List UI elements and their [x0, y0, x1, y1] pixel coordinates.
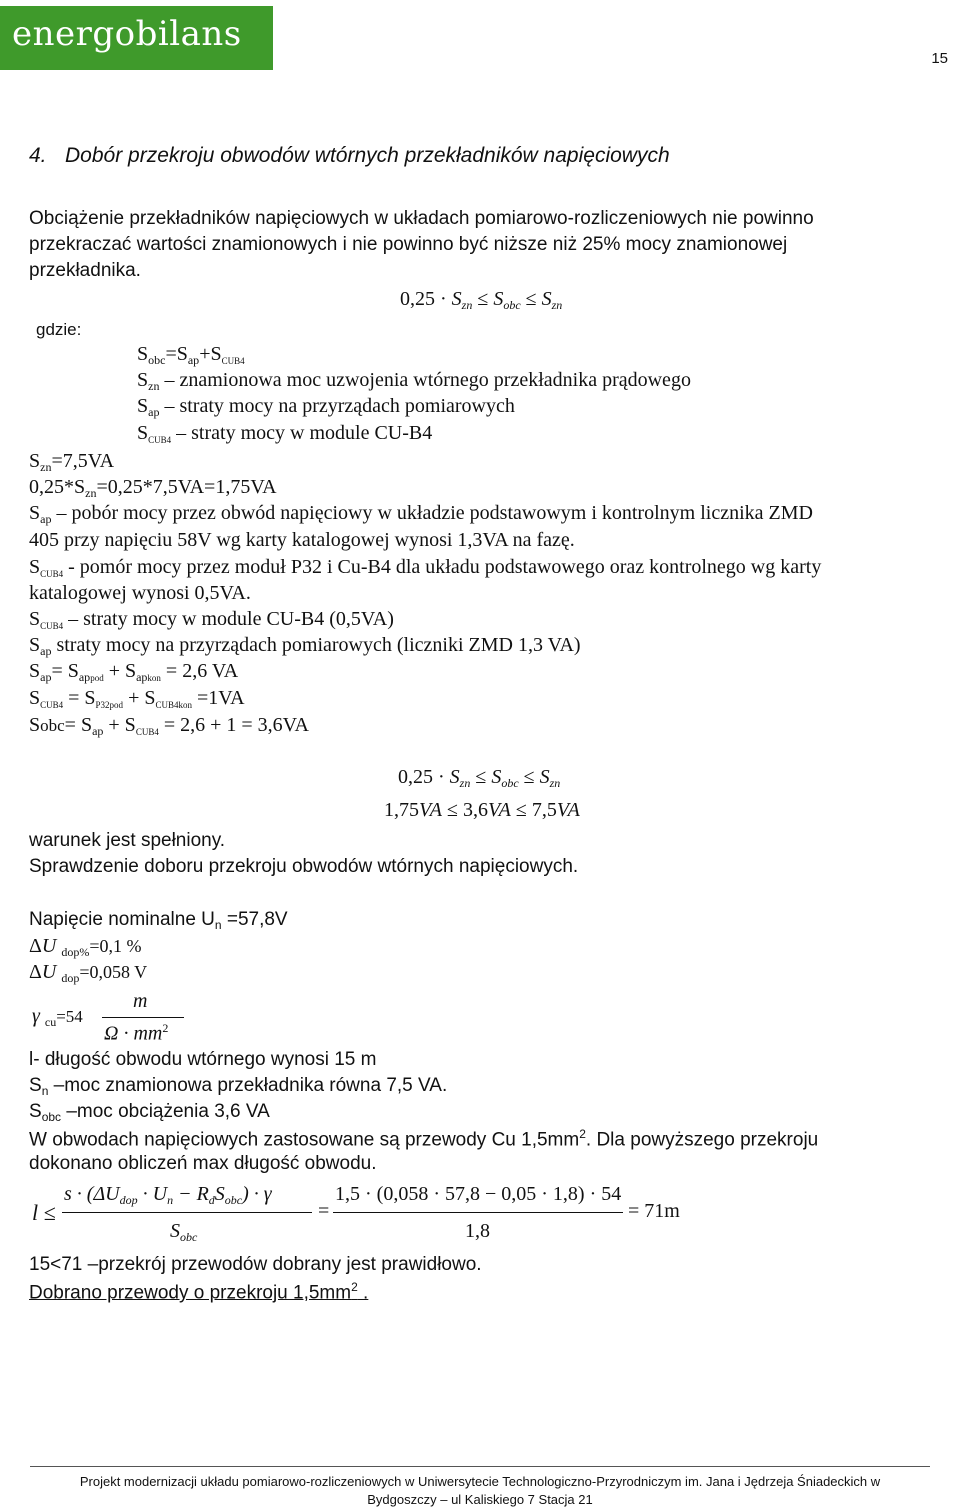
section-title: Dobór przekroju obwodów wtórnych przekładników napięciowych — [65, 144, 670, 167]
calc-sum-cub: $S_{CUB4} = S_{P32pod} + S_{CUB4kon} =1VA$ — [29, 687, 245, 710]
formula-inequality-2-values: 1,75VA ≤ 3,6VA ≤ 7,5VA — [384, 799, 580, 821]
param-un: Napięcie nominalne $U_n =57,8V$ — [29, 909, 288, 932]
condition-met: warunek jest spełniony. — [29, 830, 226, 851]
logo-text: energobilans — [12, 14, 242, 54]
calc-sum-ap: $S_{ap}= S_{appod} + S_{apkon} = 2,6$ VA — [29, 660, 239, 684]
formula-length-eq: = — [318, 1200, 330, 1222]
formula-length-numerator-symbolic: $s \cdot (\Delta U_{dop} \cdot U_n - R_dS_{obc}) \cdot \gamma$ — [64, 1183, 272, 1207]
intro-line-2: przekraczać wartości znamionowych i nie powinno być niższe niż 25% mocy znamionowej — [29, 234, 788, 255]
section-heading — [29, 144, 670, 168]
formula-length-numerator-values: 1,5 · (0,058 · 57,8 − 0,05 · 1,8) · 54 — [335, 1183, 622, 1205]
param-sobc: $S_{obc}$ –moc obciążenia 3,6 VA — [29, 1101, 270, 1124]
formula-length-result: = 71m — [628, 1200, 680, 1222]
formula-length-fraction-line-2 — [333, 1212, 623, 1213]
check-heading: Sprawdzenie doboru przekroju obwodów wtórnych napięciowych. — [29, 856, 579, 877]
calc-szn: $S_{zn}=7,5VA$ — [29, 450, 115, 474]
calc-sap-loss: $S_{ap}$ straty mocy na przyrządach pomiarowych (liczniki ZMD 1,3 VA) — [29, 634, 581, 658]
footer-line-2: Bydgoszczy – ul Kaliskiego 7 Stacja 21 — [367, 1492, 593, 1507]
calc-scub-desc-2: katalogowej wynosi 0,5VA. — [29, 582, 251, 604]
page-number: 15 — [931, 50, 948, 67]
intro-line-1: Obciążenie przekładników napięciowych w układach pomiarowo-rozliczeniowych nie powinno — [29, 208, 814, 229]
def-szn: $S_{zn}$ – znamionowa moc uzwojenia wtórnego przekładnika prądowego — [137, 369, 691, 393]
param-calc-note: dokonano obliczeń max długość obwodu. — [29, 1153, 377, 1174]
gamma-fraction-line — [102, 1017, 184, 1018]
formula-length-denominator-values: 1,8 — [465, 1220, 490, 1242]
calc-pct: $0,25*S_{zn}=0,25*7,5VA=1,75VA$ — [29, 476, 277, 500]
param-gamma: γ $_{cu}$=54 — [32, 1005, 83, 1029]
param-wires: W obwodach napięciowych zastosowane są przewody Cu $1,5mm^2$. Dla powyższego przekroju — [29, 1127, 819, 1151]
def-sap: $S_{ap}$ – straty mocy na przyrządach pomiarowych — [137, 395, 515, 419]
intro-line-3: przekładnika. — [29, 260, 141, 281]
calc-sap-desc-1: $S_{ap}$ – pobór mocy przez obwód napięciowy w układzie podstawowym i kontrolnym licznika ZMD — [29, 502, 813, 526]
param-length: l- długość obwodu wtórnego wynosi 15 m — [29, 1049, 377, 1070]
calc-scub-loss: $S_{CUB4}$ – straty mocy w module CU-B4 (0,5VA) — [29, 608, 394, 631]
formula-inequality-2: $0,25 \cdot S_{zn} \le S_{obc} \le S_{zn}$ — [398, 766, 561, 790]
footer-rule — [30, 1466, 930, 1467]
final-chosen: Dobrano przewody o przekroju $1,5mm^2$ . — [29, 1280, 369, 1304]
formula-inequality-1: $0,25 \cdot S_{zn} \le S_{obc} \le S_{zn}$ — [400, 288, 563, 312]
gdzie-label: gdzie: — [36, 320, 82, 339]
calc-sap-desc-2: 405 przy napięciu 58V wg karty katalogowej wynosi 1,3VA na fazę. — [29, 529, 575, 551]
company-logo — [0, 6, 273, 70]
param-sn: $S_n$ –moc znamionowa przekładnika równa 7,5 VA. — [29, 1075, 448, 1098]
param-du: ΔU $_{dop}$=0,058 V — [29, 961, 148, 985]
footer-line-1: Projekt modernizacji układu pomiarowo-rozliczeniowych w Uniwersytecie Technologiczno-Przyrodniczym im. Jana i Jędrzeja Śniadeckich w — [79, 1474, 881, 1489]
gamma-numerator: m — [133, 990, 148, 1012]
calc-scub-desc-1: $S_{CUB4}$ - pomór mocy przez moduł P32 i Cu-B4 dla układu podstawowego oraz kontrolnego wg karty — [29, 556, 822, 579]
param-du-pct: ΔU $_{dop\%}$=0,1 % — [29, 935, 142, 959]
section-number: 4. — [29, 144, 47, 167]
formula-length-lhs: l ≤ — [32, 1200, 56, 1225]
formula-length-denominator-symbolic: $S_{obc}$ — [170, 1220, 198, 1244]
def-sobc: $S_{obc}=S_{ap}+S_{CUB4}$ — [137, 343, 245, 367]
def-scub: $S_{CUB4}$ – straty mocy w module CU-B4 — [137, 422, 433, 445]
final-check: 15<71 –przekrój przewodów dobrany jest prawidłowo. — [29, 1254, 482, 1275]
formula-length-fraction-line-1 — [62, 1212, 312, 1213]
calc-sum-obc: Sobc= $S_{ap} + S_{CUB4} = 2,6 + 1 = 3,6VA$ — [29, 714, 309, 738]
gamma-denominator: $\Omega \cdot mm^2$ — [104, 1021, 169, 1045]
